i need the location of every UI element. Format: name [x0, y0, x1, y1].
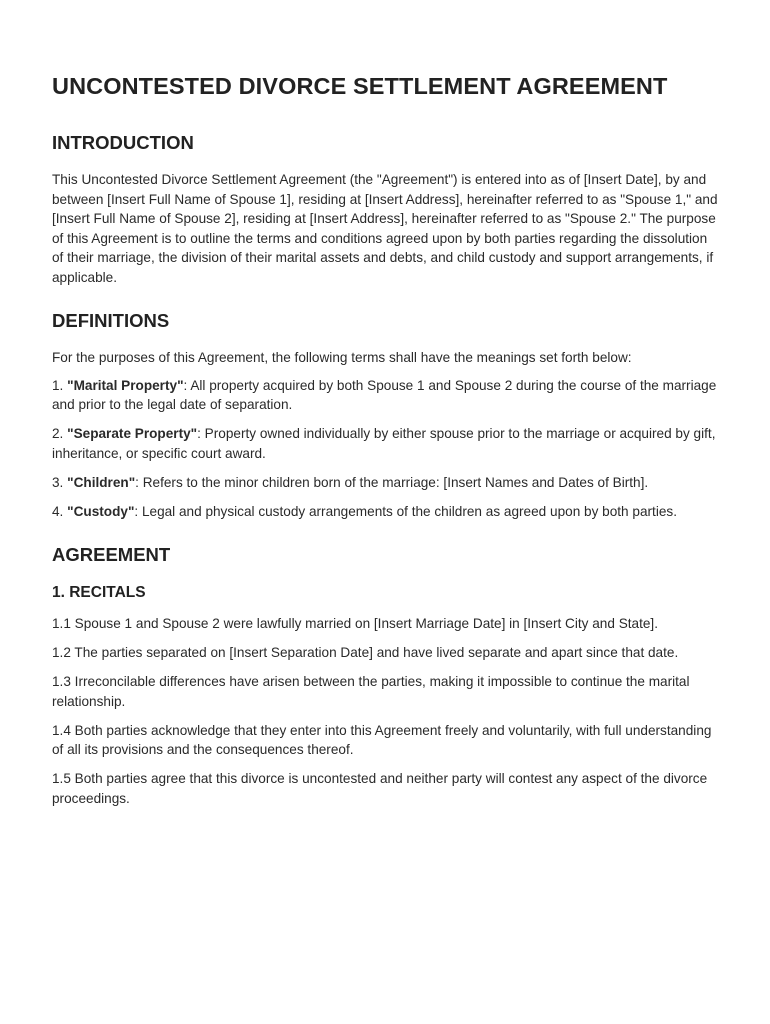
definition-item — [52, 502, 718, 522]
introduction-paragraph: This Uncontested Divorce Settlement Agreement (the "Agreement") is entered into as of [Insert Date], by and between [Insert Full Name of Spouse 1], residing at [Insert Address], hereinafter referred to as "Spouse 1," and [Insert Full Name of Spouse 2], residing at [Insert Address], hereinafter referred to as "Spouse 2." The purpose of this Agreement is to outline the terms and conditions agreed upon by both parties regarding the dissolution of their marriage, the division of their marital assets and debts, and child custody and support arrangements, if applicable. — [52, 172, 718, 285]
recital-item: 1.3 Irreconcilable differences have arisen between the parties, making it impossible to continue the marital relationship. — [52, 674, 690, 709]
recital-item: 1.1 Spouse 1 and Spouse 2 were lawfully married on [Insert Marriage Date] in [Insert City and State]. — [52, 616, 658, 631]
definition-number: 2. — [52, 426, 68, 441]
recital-item: 1.2 The parties separated on [Insert Separation Date] and have lived separate and apart since that date. — [52, 645, 679, 660]
recital-item: 1.4 Both parties acknowledge that they enter into this Agreement freely and voluntarily, with full understanding of all its provisions and the consequences thereof. — [52, 722, 712, 757]
definition-item — [52, 424, 718, 463]
definition-text: : Refers to the minor children born of the marriage: [Insert Names and Dates of Birth]. — [135, 474, 649, 490]
definition-term: "Custody" — [67, 503, 135, 519]
definition-item — [52, 376, 718, 415]
definitions-lead: For the purposes of this Agreement, the following terms shall have the meanings set forth below: — [52, 350, 632, 365]
agreement-section — [52, 542, 718, 808]
recitals-heading: 1. RECITALS — [52, 584, 146, 601]
recital-item: 1.5 Both parties agree that this divorce is uncontested and neither party will contest any aspect of the divorce proceedings. — [52, 771, 708, 806]
definition-term: "Children" — [67, 474, 136, 490]
definition-text: : All property acquired by both Spouse 1 and Spouse 2 during the course of the marriage and prior to the legal date of separation. — [52, 377, 717, 412]
definition-term: "Marital Property" — [67, 377, 184, 393]
definitions-section — [52, 308, 718, 521]
definition-text: : Legal and physical custody arrangements of the children as agreed upon by both parties. — [134, 503, 677, 519]
definition-number: 1. — [52, 377, 68, 393]
definition-number: 4. — [52, 503, 68, 519]
agreement-heading: AGREEMENT — [52, 544, 171, 565]
introduction-section — [52, 130, 718, 287]
definition-text: : Property owned individually by either spouse prior to the marriage or acquired by gift, inheritance, or specific court award. — [52, 426, 716, 461]
definition-number: 3. — [52, 474, 68, 490]
definition-item — [52, 473, 718, 493]
definitions-heading: DEFINITIONS — [52, 310, 170, 331]
document-title: UNCONTESTED DIVORCE SETTLEMENT AGREEMENT — [52, 73, 668, 99]
definition-term: "Separate Property" — [67, 426, 198, 441]
introduction-heading: INTRODUCTION — [52, 132, 194, 153]
